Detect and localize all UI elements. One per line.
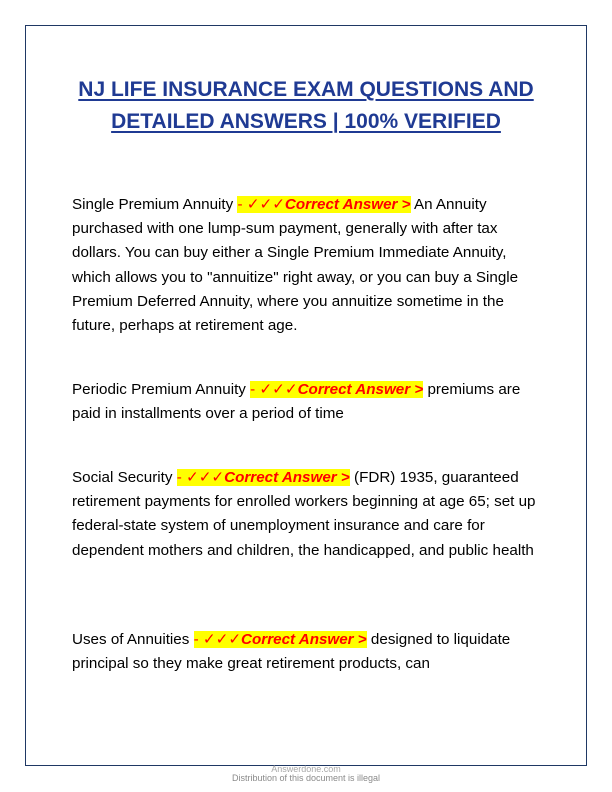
correct-answer-marker: - ✓✓✓Correct Answer > (250, 381, 424, 398)
footer-notice: Distribution of this document is illegal (231, 773, 381, 783)
entry-answer: designed to liquidate principal so they make great retirement products, can (72, 631, 511, 673)
qa-entry-uses-of-annuities (72, 628, 547, 676)
qa-entry-periodic-premium-annuity (72, 378, 547, 426)
correct-answer-marker: - ✓✓✓Correct Answer > (193, 631, 367, 648)
title-line-1: NJ LIFE INSURANCE EXAM QUESTIONS AND (78, 78, 534, 101)
title-line-2: DETAILED ANSWERS | 100% VERIFIED (111, 110, 501, 133)
entry-answer: (FDR) 1935, guaranteed retirement payments for enrolled workers beginning at age 65; set up federal-state system of unemployment insurance and care for dependent mothers and children, the handicapped, and public health (72, 469, 536, 559)
entry-term: Uses of Annuities (72, 631, 190, 648)
entry-term: Social Security (72, 469, 173, 486)
footer-site: Answerdone.com (271, 764, 341, 774)
entry-answer: premiums are paid in installments over a period of time (72, 381, 521, 423)
qa-entry-social-security (72, 466, 547, 563)
entry-answer: An Annuity purchased with one lump-sum payment, generally with after tax dollars. You can buy either a Single Premium Immediate Annuity, which allows you to "annuitize" right away, or you can buy a Single Premium Deferred Annuity, where you annuitize sometime in the future, perhaps at retirement age. (72, 196, 519, 335)
entry-term: Periodic Premium Annuity (72, 381, 246, 398)
entry-term: Single Premium Annuity (72, 196, 234, 213)
document-title (40, 74, 572, 138)
correct-answer-marker: - ✓✓✓Correct Answer > (237, 196, 411, 213)
qa-entry-single-premium-annuity (72, 193, 547, 338)
correct-answer-marker: - ✓✓✓Correct Answer > (176, 469, 350, 486)
